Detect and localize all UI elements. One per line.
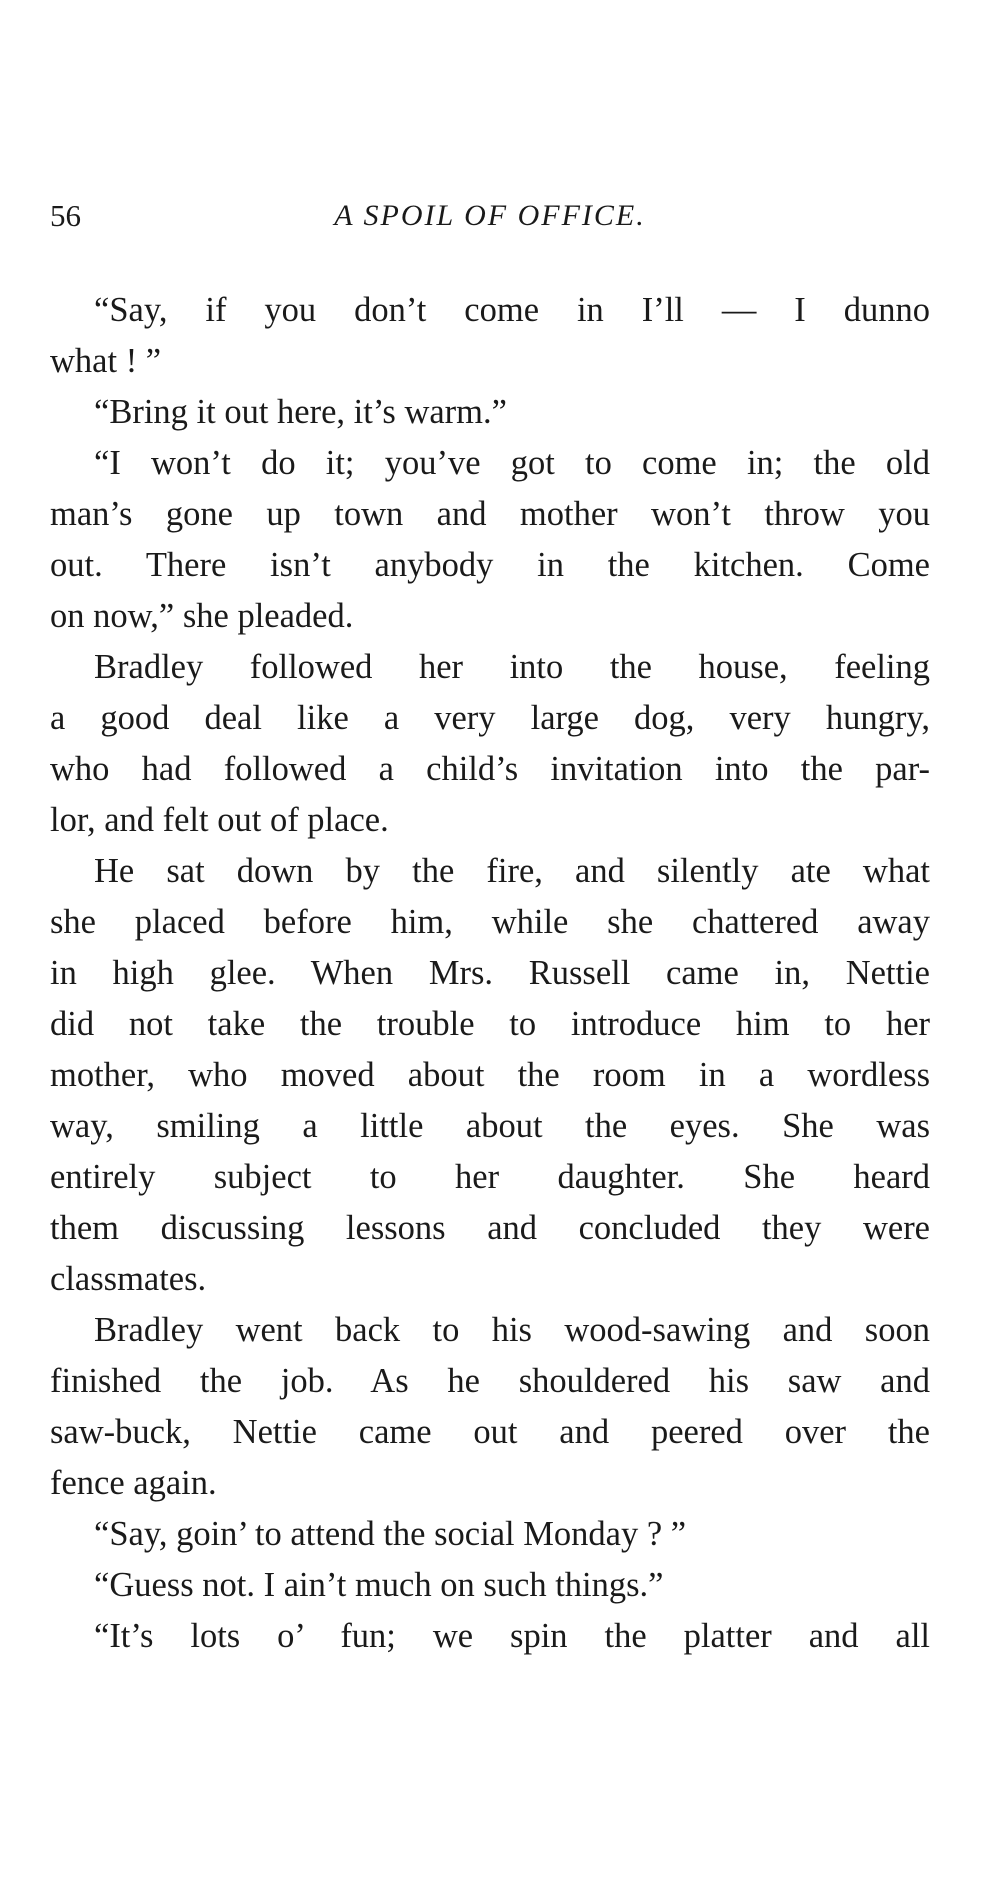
text-line: mother, who moved about the room in a wordless (50, 1056, 930, 1094)
text-line: entirely subject to her daughter. She heard (50, 1158, 930, 1196)
text-line: “Say, goin’ to attend the social Monday ? ” (94, 1515, 687, 1553)
text-line: who had followed a child’s invitation into the par- (50, 750, 930, 788)
text-line: out. There isn’t anybody in the kitchen. Come (50, 546, 930, 584)
text-line: did not take the trouble to introduce him to her (50, 1005, 930, 1043)
text-line: “Bring it out here, it’s warm.” (94, 393, 507, 431)
text-line: “Guess not. I ain’t much on such things.” (94, 1566, 664, 1604)
text-line: “Say, if you don’t come in I’ll — I dunno (94, 291, 930, 329)
text-line: finished the job. As he shouldered his saw and (50, 1362, 930, 1400)
text-line: “I won’t do it; you’ve got to come in; the old (94, 444, 930, 482)
text-line: fence again. (50, 1464, 217, 1502)
text-line: them discussing lessons and concluded they were (50, 1209, 930, 1247)
text-line: way, smiling a little about the eyes. She was (50, 1107, 930, 1145)
text-line: lor, and felt out of place. (50, 801, 389, 839)
body-text (50, 285, 930, 1662)
text-line: man’s gone up town and mother won’t throw you (50, 495, 930, 533)
text-line: on now,” she pleaded. (50, 597, 354, 635)
text-line: “It’s lots o’ fun; we spin the platter and all (94, 1617, 930, 1655)
text-line: classmates. (50, 1260, 207, 1298)
text-line: in high glee. When Mrs. Russell came in, Nettie (50, 954, 930, 992)
text-line: Bradley followed her into the house, feeling (94, 648, 930, 686)
running-head (50, 196, 930, 236)
page-number: 56 (50, 198, 81, 233)
text-line: He sat down by the fire, and silently ate what (94, 852, 930, 890)
running-title: A SPOIL OF OFFICE. (334, 199, 646, 232)
text-line: what ! ” (50, 342, 162, 380)
text-line: Bradley went back to his wood-sawing and soon (94, 1311, 930, 1349)
text-line: saw-buck, Nettie came out and peered over the (50, 1413, 930, 1451)
text-line: she placed before him, while she chattered away (50, 903, 930, 941)
text-line: a good deal like a very large dog, very hungry, (50, 699, 930, 737)
